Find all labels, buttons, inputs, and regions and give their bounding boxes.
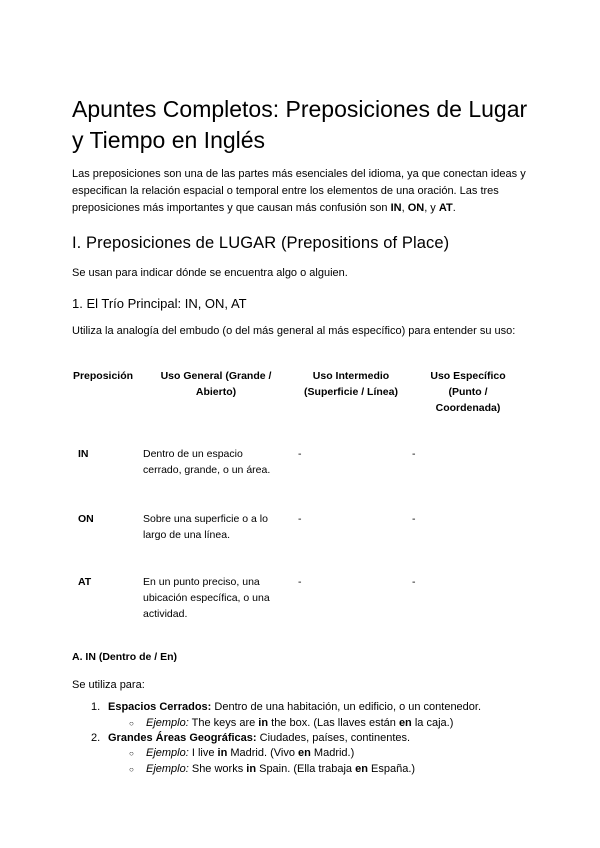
- list-item-text: Dentro de una habitación, un edificio, o un contenedor.: [211, 701, 482, 713]
- table-cell-specific: -: [412, 576, 416, 588]
- table-cell-specific: -: [412, 513, 416, 525]
- table-cell-prep: ON: [78, 513, 94, 525]
- table-cell-specific: -: [412, 448, 416, 460]
- analogy-paragraph: Utiliza la analogía del embudo (o del más general al más específico) para entender su uso:: [72, 325, 516, 337]
- example-bold: en: [298, 747, 311, 759]
- list-number: 2.: [91, 732, 101, 744]
- list-item-text: Ciudades, países, continentes.: [256, 732, 411, 744]
- intro-at: AT: [438, 202, 453, 214]
- bullet-icon: ○: [129, 719, 134, 728]
- example-label: Ejemplo:: [146, 747, 189, 759]
- table-cell-intermediate: -: [298, 513, 302, 525]
- example-label: Ejemplo:: [146, 763, 189, 775]
- intro-sep: ,: [401, 202, 408, 214]
- intro-on: ON: [407, 202, 425, 214]
- list-number: 1.: [91, 701, 101, 713]
- list-item: [108, 731, 410, 746]
- example-bold: en: [398, 717, 412, 729]
- table-header-preposition: Preposición: [72, 370, 134, 382]
- usage-intro: Se utiliza para:: [72, 679, 145, 691]
- subsection-heading-trio: 1. El Trío Principal: IN, ON, AT: [72, 296, 247, 311]
- table-header-general: Uso General (Grande / Abierto): [160, 370, 272, 398]
- table-cell-intermediate: -: [298, 576, 302, 588]
- example-text: Spain. (Ella trabaja: [256, 763, 356, 775]
- example-bold: en: [355, 763, 368, 775]
- example-bold: in: [246, 763, 257, 775]
- intro-end: .: [452, 202, 456, 214]
- bullet-icon: ○: [129, 765, 134, 774]
- intro-in: IN: [390, 202, 402, 214]
- section-description: Se usan para indicar dónde se encuentra algo o alguien.: [72, 267, 348, 279]
- example-line: [146, 762, 415, 777]
- example-bold: in: [258, 717, 269, 729]
- table-header-specific: Uso Específico (Punto / Coordenada): [430, 370, 506, 414]
- example-text: España.): [367, 763, 416, 775]
- subsection-heading-in: A. IN (Dentro de / En): [72, 651, 177, 663]
- list-item-label: Grandes Áreas Geográficas:: [108, 732, 257, 744]
- example-line: [146, 716, 453, 731]
- intro-text: Las preposiciones son una de las partes más esenciales del idioma, ya que conectan ideas y especifican la relación espacial o temporal entre los elementos de una oración. Las tres preposiciones más importantes y que causan más confusión son: [72, 168, 526, 214]
- example-bold: in: [217, 747, 228, 759]
- table-cell-prep: IN: [78, 448, 89, 460]
- table-cell-general: En un punto preciso, una ubicación específica, o una actividad.: [143, 576, 270, 620]
- intro-sep: , y: [424, 202, 439, 214]
- list-item-label: Espacios Cerrados:: [108, 701, 212, 713]
- bullet-icon: ○: [129, 749, 134, 758]
- intro-paragraph: [72, 166, 534, 217]
- table-cell-general: Dentro de un espacio cerrado, grande, o un área.: [143, 448, 271, 476]
- example-label: Ejemplo:: [146, 717, 189, 729]
- section-heading-place: I. Preposiciones de LUGAR (Prepositions of Place): [72, 234, 450, 252]
- example-text: Madrid.): [310, 747, 355, 759]
- list-item: [108, 700, 481, 715]
- example-text: The keys are: [188, 717, 259, 729]
- example-line: [146, 746, 354, 761]
- example-text: Madrid. (Vivo: [227, 747, 299, 759]
- example-text: la caja.): [411, 717, 454, 729]
- table-cell-prep: AT: [78, 576, 92, 588]
- example-text: the box. (Las llaves están: [268, 717, 399, 729]
- table-cell-intermediate: -: [298, 448, 302, 460]
- example-text: She works: [188, 763, 247, 775]
- example-text: I live: [188, 747, 218, 759]
- table-cell-general: Sobre una superficie o a lo largo de una línea.: [143, 513, 268, 541]
- document-title: Apuntes Completos: Preposiciones de Lugar y Tiempo en Inglés: [72, 96, 528, 153]
- table-header-intermediate: Uso Intermedio (Superficie / Línea): [304, 370, 398, 398]
